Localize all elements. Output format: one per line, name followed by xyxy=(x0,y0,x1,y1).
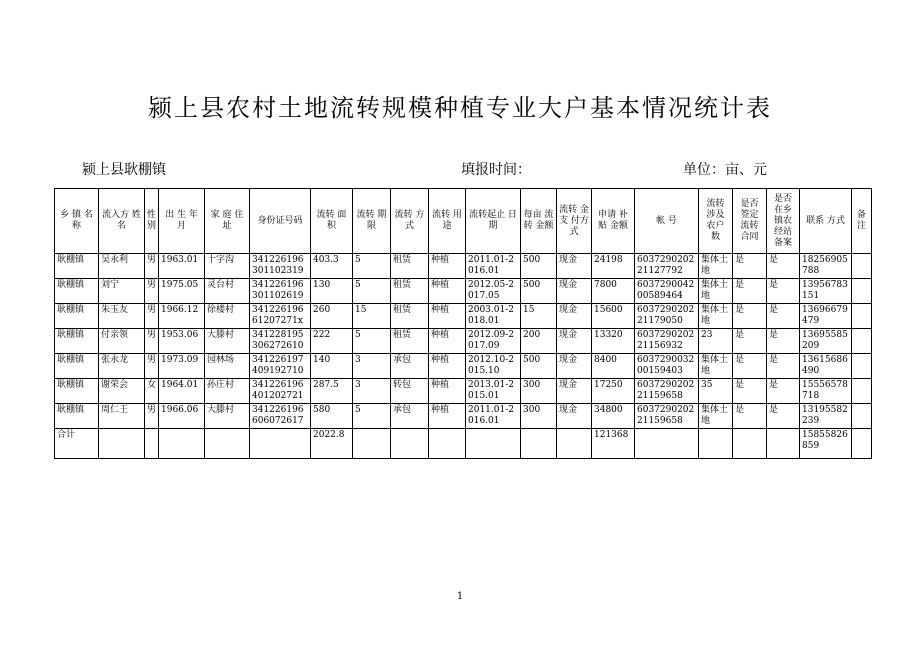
column-header: 联系 方式 xyxy=(800,189,852,254)
table-row xyxy=(55,279,872,304)
table-cell: 341226196401202721 xyxy=(250,379,311,404)
table-cell: 341226197409192710 xyxy=(250,354,311,379)
table-cell xyxy=(852,354,872,379)
column-header: 流转 期限 xyxy=(353,189,391,254)
table-cell: 是 xyxy=(733,404,767,429)
table-cell: 是 xyxy=(767,279,800,304)
table-cell xyxy=(852,404,872,429)
column-header: 流转 金支 付方 式 xyxy=(557,189,592,254)
table-cell: 男 xyxy=(145,329,159,354)
table-cell: 5 xyxy=(353,279,391,304)
column-header: 性别 xyxy=(145,189,159,254)
column-header: 流转起止 日期 xyxy=(466,189,521,254)
table-cell: 341226196301102319 xyxy=(250,254,311,279)
table-cell: 承包 xyxy=(391,404,429,429)
table-cell: 种植 xyxy=(429,379,466,404)
table-cell: 张永龙 xyxy=(99,354,145,379)
table-cell: 341228195306272610 xyxy=(250,329,311,354)
table-cell: 2013.01-2015.01 xyxy=(466,379,521,404)
column-header: 流转 方式 xyxy=(391,189,429,254)
column-header: 流入方 姓 名 xyxy=(99,189,145,254)
table-cell: 租赁 xyxy=(391,329,429,354)
table-cell: 500 xyxy=(521,254,557,279)
table-cell: 是 xyxy=(767,379,800,404)
table-cell: 341226196301102619 xyxy=(250,279,311,304)
table-cell: 耿棚镇 xyxy=(55,404,99,429)
table-cell: 是 xyxy=(733,329,767,354)
table-cell: 男 xyxy=(145,254,159,279)
table-cell: 15556578718 xyxy=(800,379,852,404)
column-header: 每亩 流转 金额 xyxy=(521,189,557,254)
table-cell: 13696679479 xyxy=(800,304,852,329)
table-cell: 是 xyxy=(733,304,767,329)
total-subsidy: 121368 xyxy=(592,429,635,459)
table-cell: 603729004200589464 xyxy=(635,279,699,304)
table-cell: 13320 xyxy=(592,329,635,354)
table-cell: 是 xyxy=(767,254,800,279)
table-cell: 1963.01 xyxy=(159,254,205,279)
table-cell: 5 xyxy=(353,404,391,429)
table-cell: 种植 xyxy=(429,404,466,429)
table-cell: 现金 xyxy=(557,354,592,379)
table-cell: 3 xyxy=(353,354,391,379)
table-cell: 403.3 xyxy=(311,254,353,279)
table-cell: 34800 xyxy=(592,404,635,429)
table-row xyxy=(55,379,872,404)
table-cell: 603729020221159658 xyxy=(635,379,699,404)
table-cell: 341226196606072617 xyxy=(250,404,311,429)
page-number: 1 xyxy=(456,591,464,602)
table-cell: 500 xyxy=(521,279,557,304)
table-cell: 1973.09 xyxy=(159,354,205,379)
table-cell: 承包 xyxy=(391,354,429,379)
column-header: 是否 在乡 镇农 经站 备案 xyxy=(767,189,800,254)
table-cell: 2011.01-2016.01 xyxy=(466,404,521,429)
table-cell: 7800 xyxy=(592,279,635,304)
table-cell: 287.5 xyxy=(311,379,353,404)
table-cell: 朱玉友 xyxy=(99,304,145,329)
table-cell: 是 xyxy=(767,354,800,379)
table-cell: 是 xyxy=(767,304,800,329)
table-cell: 是 xyxy=(733,254,767,279)
table-cell: 18256905788 xyxy=(800,254,852,279)
table-row xyxy=(55,304,872,329)
table-body xyxy=(55,254,872,459)
table-row xyxy=(55,404,872,429)
table-cell: 603729020221159658 xyxy=(635,404,699,429)
table-cell: 种植 xyxy=(429,329,466,354)
table-cell: 260 xyxy=(311,304,353,329)
table-cell: 种植 xyxy=(429,304,466,329)
table-cell: 130 xyxy=(311,279,353,304)
table-cell: 大滕村 xyxy=(205,329,250,354)
table-row xyxy=(55,329,872,354)
table-cell: 集体土地 xyxy=(699,304,733,329)
table-cell: 2012.10-2015.10 xyxy=(466,354,521,379)
table-row xyxy=(55,254,872,279)
table-cell: 种植 xyxy=(429,354,466,379)
table-cell: 603729020221156932 xyxy=(635,329,699,354)
table-cell: 刘宁 xyxy=(99,279,145,304)
table-cell: 租赁 xyxy=(391,279,429,304)
table-cell: 300 xyxy=(521,379,557,404)
table-cell: 222 xyxy=(311,329,353,354)
table-cell: 集体土地 xyxy=(699,279,733,304)
table-cell: 租赁 xyxy=(391,304,429,329)
table-cell: 孙庄村 xyxy=(205,379,250,404)
table-cell: 现金 xyxy=(557,254,592,279)
statistics-table xyxy=(54,188,872,459)
table-cell: 603729020221179050 xyxy=(635,304,699,329)
table-cell: 是 xyxy=(733,354,767,379)
table-cell: 耿棚镇 xyxy=(55,379,99,404)
total-contact: 15855826859 xyxy=(800,429,852,459)
table-cell: 1966.06 xyxy=(159,404,205,429)
table-cell: 耿棚镇 xyxy=(55,354,99,379)
table-cell: 13195582239 xyxy=(800,404,852,429)
table-cell: 周仁王 xyxy=(99,404,145,429)
table-cell: 2003.01-2018.01 xyxy=(466,304,521,329)
table-header-row xyxy=(55,189,872,254)
table-cell: 现金 xyxy=(557,329,592,354)
table-cell: 13956783151 xyxy=(800,279,852,304)
table-cell: 徐楼村 xyxy=(205,304,250,329)
table-cell: 1953.06 xyxy=(159,329,205,354)
table-cell: 603729003200159403 xyxy=(635,354,699,379)
table-cell: 女 xyxy=(145,379,159,404)
table-cell: 现金 xyxy=(557,404,592,429)
table-cell: 3 xyxy=(353,379,391,404)
table-cell: 500 xyxy=(521,354,557,379)
table-cell: 24198 xyxy=(592,254,635,279)
table-cell: 580 xyxy=(311,404,353,429)
column-header: 是否 签定 流转 合同 xyxy=(733,189,767,254)
table-row xyxy=(55,354,872,379)
table-cell: 8400 xyxy=(592,354,635,379)
table-cell: 是 xyxy=(767,329,800,354)
table-cell: 1964.01 xyxy=(159,379,205,404)
table-cell: 男 xyxy=(145,354,159,379)
column-header: 出 生 年 月 xyxy=(159,189,205,254)
column-header: 流转 用途 xyxy=(429,189,466,254)
table-cell: 大滕村 xyxy=(205,404,250,429)
table-cell: 2012.09-2017.09 xyxy=(466,329,521,354)
table-cell: 付亲领 xyxy=(99,329,145,354)
table-cell: 园林场 xyxy=(205,354,250,379)
table-cell: 现金 xyxy=(557,304,592,329)
table-cell: 1966.12 xyxy=(159,304,205,329)
total-area: 2022.8 xyxy=(311,429,353,459)
table-cell xyxy=(852,379,872,404)
table-cell: 耿棚镇 xyxy=(55,254,99,279)
table-cell: 集体土地 xyxy=(699,354,733,379)
table-cell: 13615686490 xyxy=(800,354,852,379)
table-cell: 谢荣会 xyxy=(99,379,145,404)
table-cell: 灵台村 xyxy=(205,279,250,304)
reporting-unit: 颍上县耿棚镇 xyxy=(82,162,166,178)
table-cell: 是 xyxy=(733,279,767,304)
table-cell: 140 xyxy=(311,354,353,379)
table-cell: 5 xyxy=(353,329,391,354)
column-header: 家 庭 住 址 xyxy=(205,189,250,254)
table-cell: 15600 xyxy=(592,304,635,329)
table-cell: 15 xyxy=(353,304,391,329)
table-cell: 种植 xyxy=(429,254,466,279)
table-cell: 2012.05-2017.05 xyxy=(466,279,521,304)
column-header: 帐 号 xyxy=(635,189,699,254)
table-cell: 2011.01-2016.01 xyxy=(466,254,521,279)
table-cell: 300 xyxy=(521,404,557,429)
table-cell: 35 xyxy=(699,379,733,404)
total-label: 合计 xyxy=(55,429,99,459)
table-cell: 603729020221127792 xyxy=(635,254,699,279)
table-cell: 种植 xyxy=(429,279,466,304)
column-header: 身份证号码 xyxy=(250,189,311,254)
table-cell: 是 xyxy=(767,404,800,429)
table-cell: 5 xyxy=(353,254,391,279)
table-cell xyxy=(852,304,872,329)
table-cell: 集体土地 xyxy=(699,404,733,429)
table-cell: 15 xyxy=(521,304,557,329)
table-cell: 男 xyxy=(145,279,159,304)
table-cell: 现金 xyxy=(557,379,592,404)
table-cell: 租赁 xyxy=(391,254,429,279)
total-row xyxy=(55,429,872,459)
column-header: 流转 面积 xyxy=(311,189,353,254)
table-cell: 耿棚镇 xyxy=(55,329,99,354)
table-cell: 23 xyxy=(699,329,733,354)
table-cell xyxy=(852,279,872,304)
table-cell: 集体土地 xyxy=(699,254,733,279)
table-cell: 十字沟 xyxy=(205,254,250,279)
table-cell xyxy=(852,254,872,279)
document-title: 颍上县农村土地流转规模种植专业大户基本情况统计表 xyxy=(148,94,772,122)
table-cell: 是 xyxy=(733,379,767,404)
column-header: 申请 补贴 金额 xyxy=(592,189,635,254)
table-cell: 34122619661207271x xyxy=(250,304,311,329)
table-cell: 转包 xyxy=(391,379,429,404)
table-cell: 男 xyxy=(145,304,159,329)
table-cell: 13695585209 xyxy=(800,329,852,354)
table-cell xyxy=(852,329,872,354)
table-cell: 吴永利 xyxy=(99,254,145,279)
fill-time-label: 填报时间： xyxy=(461,162,531,178)
column-header: 备注 xyxy=(852,189,872,254)
table-cell: 17250 xyxy=(592,379,635,404)
table-cell: 现金 xyxy=(557,279,592,304)
column-header: 流转 涉及 农户 数 xyxy=(699,189,733,254)
table-cell: 男 xyxy=(145,404,159,429)
table-cell: 耿棚镇 xyxy=(55,279,99,304)
table-cell: 200 xyxy=(521,329,557,354)
table-cell: 1975.05 xyxy=(159,279,205,304)
column-header: 乡 镇 名 称 xyxy=(55,189,99,254)
measure-unit: 单位：亩、元 xyxy=(683,162,767,178)
table-cell: 耿棚镇 xyxy=(55,304,99,329)
